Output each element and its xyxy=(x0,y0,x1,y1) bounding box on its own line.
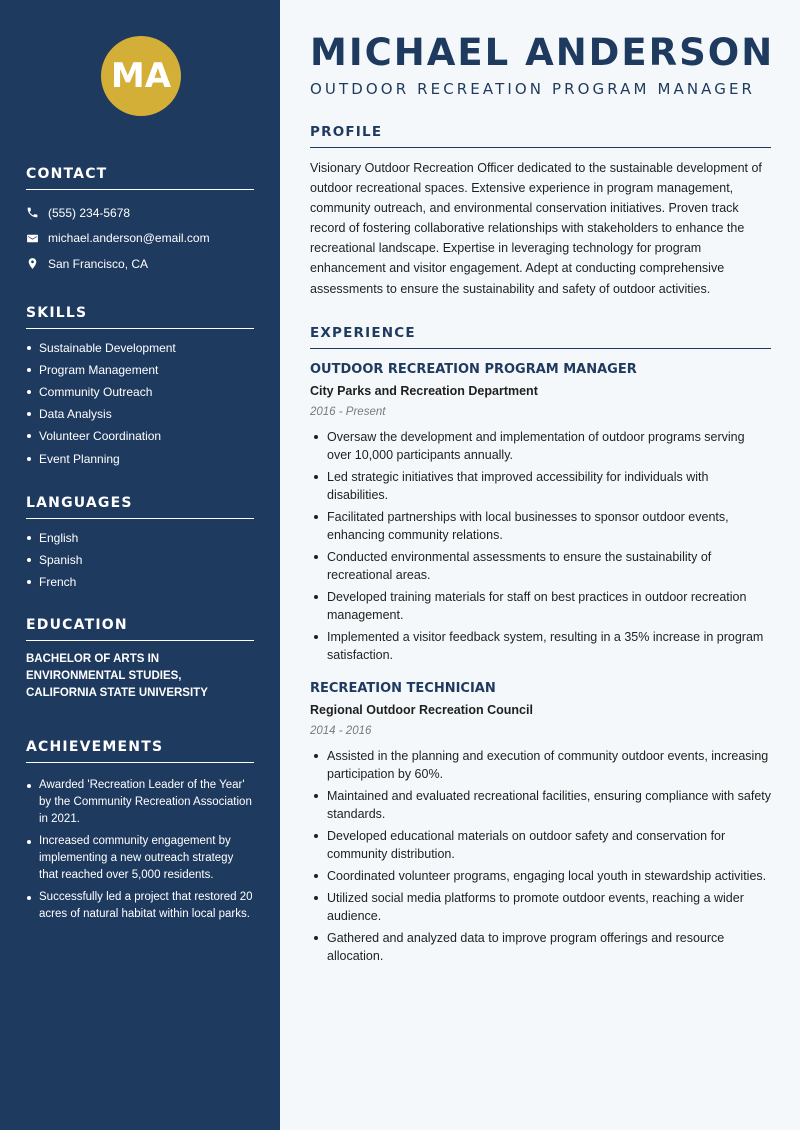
education-degree: BACHELOR OF ARTS IN ENVIRONMENTAL STUDIES, CALIFORNIA STATE UNIVERSITY xyxy=(26,653,208,700)
job-company: City Parks and Recreation Department xyxy=(310,383,538,398)
skill-item: Sustainable Development xyxy=(26,337,254,359)
languages-list xyxy=(26,527,254,594)
contact-list xyxy=(26,200,254,277)
location-text: San Francisco, CA xyxy=(48,256,149,271)
job-bullet: Maintained and evaluated recreational facilities, ensuring compliance with safety standards. xyxy=(310,787,771,823)
profile-text: Visionary Outdoor Recreation Officer dedicated to the sustainable development of outdoor recreational spaces. Extensive experience in program management, community outreach, and environmental conservation initiatives. Proven track record of fostering collaborative relationships with stakeholders to enhance the recreational landscape. Expertise in leveraging technology for program enhancement and visitor engagement. Adept at conducting comprehensive assessments to ensure the sustainability and safety of outdoor activities. xyxy=(310,161,762,296)
experience-section xyxy=(310,325,771,965)
contact-section xyxy=(26,166,254,277)
candidate-title: OUTDOOR RECREATION PROGRAM MANAGER xyxy=(310,80,756,98)
skills-section xyxy=(26,305,254,470)
job-bullets xyxy=(310,428,771,664)
skill-item: Program Management xyxy=(26,359,254,381)
job-role: OUTDOOR RECREATION PROGRAM MANAGER xyxy=(310,361,637,377)
job-dates: 2016 - Present xyxy=(310,405,386,418)
job-bullet: Conducted environmental assessments to ensure the sustainability of recreational areas. xyxy=(310,548,771,584)
achievement-item: Successfully led a project that restored 20 acres of natural habitat within local parks. xyxy=(26,889,254,923)
contact-email xyxy=(26,226,254,252)
avatar-initials: MA xyxy=(101,36,181,116)
main-content xyxy=(280,0,800,1130)
language-item: English xyxy=(26,527,254,549)
job-bullet: Developed training materials for staff on best practices in outdoor recreation management. xyxy=(310,588,771,624)
email-text: michael.anderson@email.com xyxy=(48,231,210,246)
achievements-heading: ACHIEVEMENTS xyxy=(26,739,254,763)
skill-item: Community Outreach xyxy=(26,381,254,403)
job-bullet: Gathered and analyzed data to improve program offerings and resource allocation. xyxy=(310,929,771,965)
job-bullet: Oversaw the development and implementation of outdoor programs serving over 10,000 participants annually. xyxy=(310,428,771,464)
contact-phone xyxy=(26,200,254,226)
language-item: Spanish xyxy=(26,549,254,571)
profile-section xyxy=(310,124,771,299)
skill-item: Data Analysis xyxy=(26,403,254,425)
job-dates: 2014 - 2016 xyxy=(310,724,372,737)
location-pin-icon xyxy=(26,257,39,270)
candidate-name: MICHAEL ANDERSON xyxy=(310,31,775,74)
contact-location xyxy=(26,251,254,277)
contact-heading: CONTACT xyxy=(26,166,254,190)
skills-list xyxy=(26,337,254,470)
achievement-item: Increased community engagement by implementing a new outreach strategy that reached over 5,000 residents. xyxy=(26,833,254,884)
phone-icon xyxy=(26,206,39,219)
job-company: Regional Outdoor Recreation Council xyxy=(310,702,533,717)
job-bullet: Developed educational materials on outdoor safety and conservation for community distribution. xyxy=(310,827,771,863)
skills-heading: SKILLS xyxy=(26,305,254,329)
skill-item: Volunteer Coordination xyxy=(26,425,254,447)
profile-heading: PROFILE xyxy=(310,124,771,148)
achievements-list xyxy=(26,777,254,923)
job-bullet: Led strategic initiatives that improved accessibility for individuals with disabilities. xyxy=(310,468,771,504)
skill-item: Event Planning xyxy=(26,448,254,470)
language-item: French xyxy=(26,571,254,593)
job-bullet: Implemented a visitor feedback system, resulting in a 35% increase in program satisfaction. xyxy=(310,628,771,664)
job-role: RECREATION TECHNICIAN xyxy=(310,680,496,696)
education-heading: EDUCATION xyxy=(26,617,254,641)
sidebar xyxy=(0,0,280,1130)
job-bullet: Coordinated volunteer programs, engaging local youth in stewardship activities. xyxy=(310,867,771,885)
achievement-item: Awarded 'Recreation Leader of the Year' by the Community Recreation Association in 2021. xyxy=(26,777,254,828)
phone-text: (555) 234-5678 xyxy=(48,205,131,220)
job-bullets xyxy=(310,747,771,965)
job-entry xyxy=(310,680,771,965)
education-section xyxy=(26,617,254,702)
job-bullet: Utilized social media platforms to promote outdoor events, reaching a wider audience. xyxy=(310,889,771,925)
email-icon xyxy=(26,232,39,245)
languages-section xyxy=(26,495,254,594)
experience-heading: EXPERIENCE xyxy=(310,325,771,349)
job-bullet: Facilitated partnerships with local businesses to sponsor outdoor events, enhancing community relations. xyxy=(310,508,771,544)
job-bullet: Assisted in the planning and execution of community outdoor events, increasing participation by 60%. xyxy=(310,747,771,783)
achievements-section xyxy=(26,739,254,923)
languages-heading: LANGUAGES xyxy=(26,495,254,519)
job-entry xyxy=(310,361,771,664)
